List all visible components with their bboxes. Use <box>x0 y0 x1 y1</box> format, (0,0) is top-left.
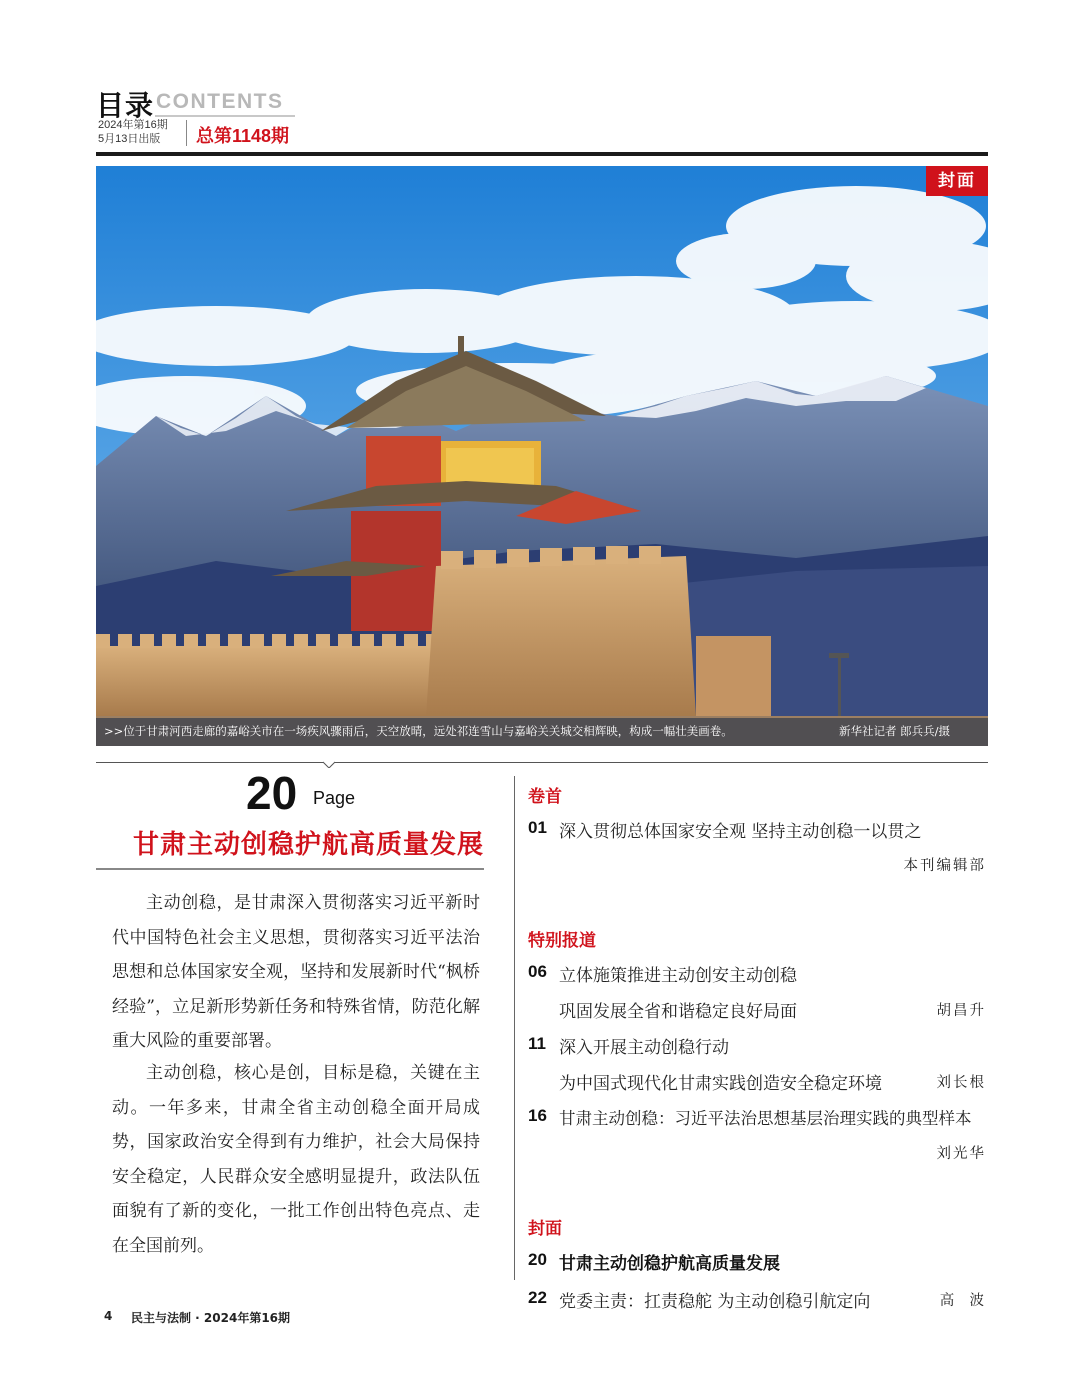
toc-entry-title[interactable]: 党委主责：扛责稳舵 为主动创稳引航定向 <box>559 1292 871 1312</box>
toc-entry-author: 刘光华 <box>936 1146 986 1162</box>
toc-section-special-report: 特别报道 <box>528 931 596 951</box>
toc-entry-number: 22 <box>528 1288 547 1307</box>
header-gray-rule <box>155 115 295 117</box>
toc-entry-subtitle[interactable]: 为中国式现代化甘肃实践创造安全稳定环境 <box>559 1074 882 1094</box>
toc-section-cover: 封面 <box>528 1219 562 1239</box>
footer-page-number: 4 <box>104 1309 113 1323</box>
toc-entry-title[interactable]: 深入开展主动创稳行动 <box>559 1038 729 1058</box>
toc-entry-number: 20 <box>528 1250 547 1269</box>
section-title: 目录 <box>96 89 155 122</box>
header-rule <box>96 152 988 156</box>
column-separator <box>514 776 515 1280</box>
toc-entry-subtitle[interactable]: 巩固发展全省和谐稳定良好局面 <box>559 1002 797 1022</box>
toc-entry-author: 高 波 <box>939 1293 986 1309</box>
lead-rule <box>96 868 484 870</box>
issue-publish-date: 5月13日出版 <box>98 133 161 145</box>
toc-entry-title[interactable]: 深入贯彻总体国家安全观 坚持主动创稳一以贯之 <box>559 822 922 842</box>
cover-photo <box>96 166 988 746</box>
contents-label: CONTENTS <box>156 90 284 113</box>
lead-title: 甘肃主动创稳护航高质量发展 <box>132 830 484 860</box>
issue-total-number: 总第1148期 <box>196 126 290 146</box>
issue-year-number: 2024年第16期 <box>98 119 168 131</box>
content-divider <box>96 762 988 763</box>
divider-notch <box>323 756 335 768</box>
issue-date <box>98 118 168 146</box>
lead-page-word: Page <box>313 788 356 808</box>
toc-section-juanshou: 卷首 <box>528 787 562 807</box>
toc-entry-author: 胡昌升 <box>936 1003 986 1019</box>
toc-entry-author: 本刊编辑部 <box>903 858 986 874</box>
toc-entry-title[interactable]: 甘肃主动创稳护航高质量发展 <box>559 1254 780 1274</box>
toc-entry-number: 01 <box>528 818 547 837</box>
toc-entry-number: 06 <box>528 962 547 981</box>
toc-entry-number: 16 <box>528 1106 547 1125</box>
lead-page-number: 20 <box>246 767 298 819</box>
cover-badge: 封面 <box>926 166 988 196</box>
photo-credit: 新华社记者 郎兵兵/摄 <box>838 724 950 738</box>
lead-paragraph-2: 主动创稳，核心是创，目标是稳，关键在主动。一年多来，甘肃全省主动创稳全面开局成势，国家政治安全得到有力维护，社会大局保持安全稳定，人民群众安全感明显提升，政法队伍面貌有了新的变化，一批工作创出特色亮点、走在全国前列。 <box>112 1063 480 1256</box>
footer-magazine-name: 民主与法制 · 2024年第16期 <box>131 1311 291 1325</box>
toc-entry-title[interactable]: 立体施策推进主动创安主动创稳 <box>559 966 797 986</box>
toc-entry-title[interactable]: 甘肃主动创稳：习近平法治思想基层治理实践的典型样本 <box>559 1109 972 1128</box>
jiayuguan-illustration <box>96 166 988 746</box>
toc-entry-author: 刘长根 <box>936 1075 986 1091</box>
lead-paragraph-1: 主动创稳，是甘肃深入贯彻落实习近平新时代中国特色社会主义思想，贯彻落实习近平法治思想和总体国家安全观，坚持和发展新时代“枫桥经验”，立足新形势新任务和特殊省情，防范化解重大风险的重要部署。 <box>112 893 480 1051</box>
toc-entry-number: 11 <box>528 1034 546 1053</box>
header-separator <box>186 120 187 146</box>
photo-caption: >>位于甘肃河西走廊的嘉峪关市在一场疾风骤雨后，天空放晴，远处祁连雪山与嘉峪关关城交相辉映，构成一幅壮美画卷。 <box>104 724 733 738</box>
